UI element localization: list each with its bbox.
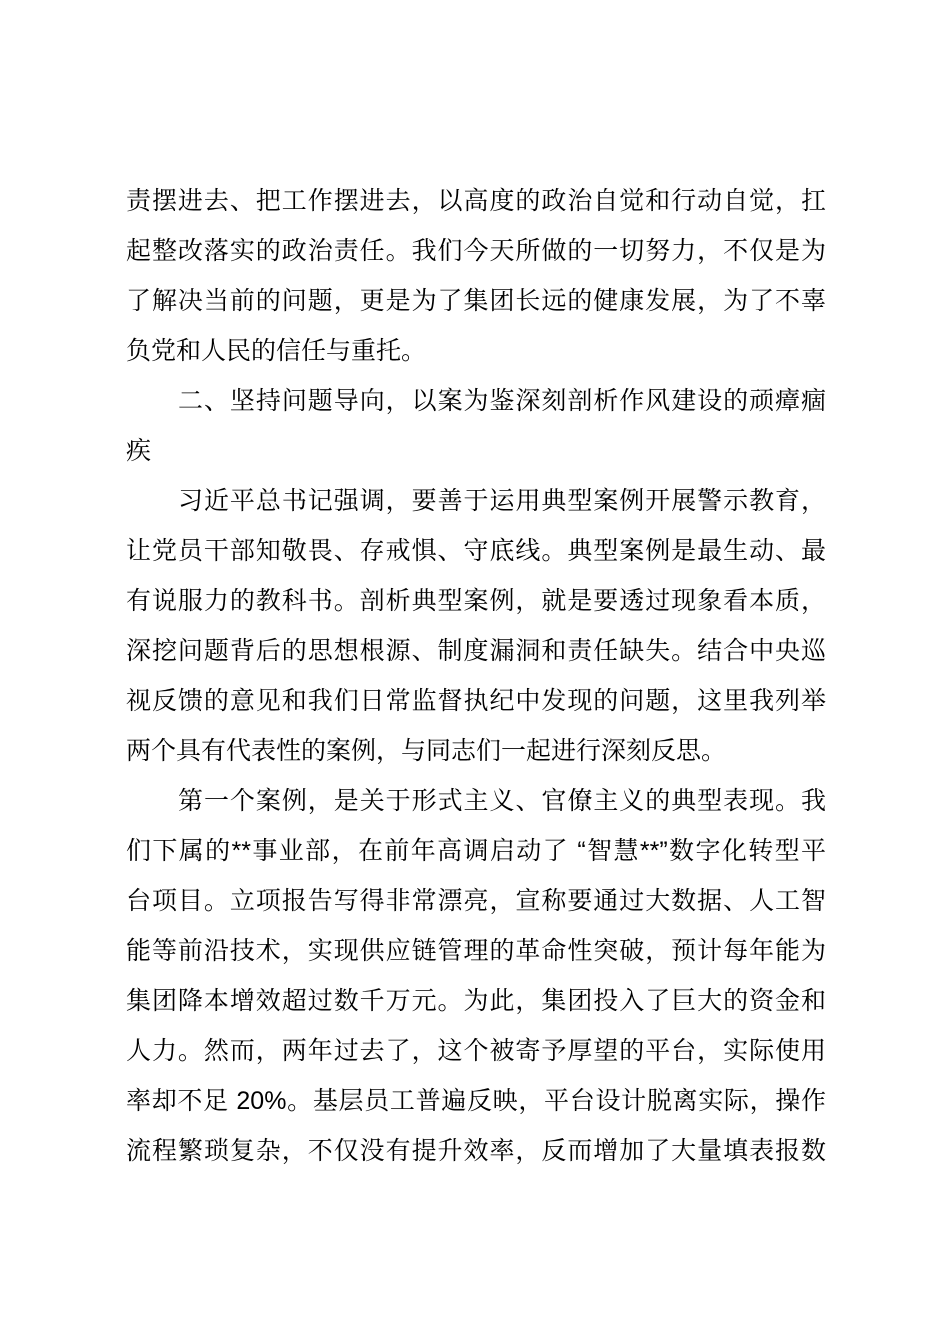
heading-line: 疾 <box>126 437 152 465</box>
text-line: 们下属的**事业部，在前年高调启动了 “智慧**”数字化转型平 <box>126 837 826 865</box>
text-line: 习近平总书记强调，要善于运用典型案例开展警示教育， <box>178 487 826 515</box>
text-line: 集团降本增效超过数千万元。为此，集团投入了巨大的资金和 <box>126 987 826 1015</box>
text-line: 两个具有代表性的案例，与同志们一起进行深刻反思。 <box>126 737 727 765</box>
text-line: 让党员干部知敬畏、存戒惧、守底线。典型案例是最生动、最 <box>126 537 826 565</box>
text-line: 能等前沿技术，实现供应链管理的革命性突破，预计每年能为 <box>126 937 826 965</box>
text-line: 率却不足 20%。基层员工普遍反映，平台设计脱离实际，操作 <box>126 1087 826 1115</box>
text-line: 责摆进去、把工作摆进去，以高度的政治自觉和行动自觉，扛 <box>126 187 826 215</box>
text-line: 有说服力的教科书。剖析典型案例，就是要透过现象看本质， <box>126 587 826 615</box>
text-line: 视反馈的意见和我们日常监督执纪中发现的问题，这里我列举 <box>126 687 826 715</box>
text-line: 起整改落实的政治责任。我们今天所做的一切努力，不仅是为 <box>126 237 826 265</box>
heading-line: 二、坚持问题导向，以案为鉴深刻剖析作风建设的顽瘴痼 <box>178 387 826 415</box>
text-line: 深挖问题背后的思想根源、制度漏洞和责任缺失。结合中央巡 <box>126 637 826 665</box>
text-line: 负党和人民的信任与重托。 <box>126 337 427 365</box>
text-line: 人力。然而，两年过去了，这个被寄予厚望的平台，实际使用 <box>126 1037 826 1065</box>
text-line: 台项目。立项报告写得非常漂亮，宣称要通过大数据、人工智 <box>126 887 826 915</box>
text-line: 了解决当前的问题，更是为了集团长远的健康发展，为了不辜 <box>126 287 826 315</box>
document-body <box>126 176 826 1176</box>
text-line: 流程繁琐复杂，不仅没有提升效率，反而增加了大量填表报数 <box>126 1137 826 1165</box>
text-line: 第一个案例，是关于形式主义、官僚主义的典型表现。我 <box>178 787 826 815</box>
